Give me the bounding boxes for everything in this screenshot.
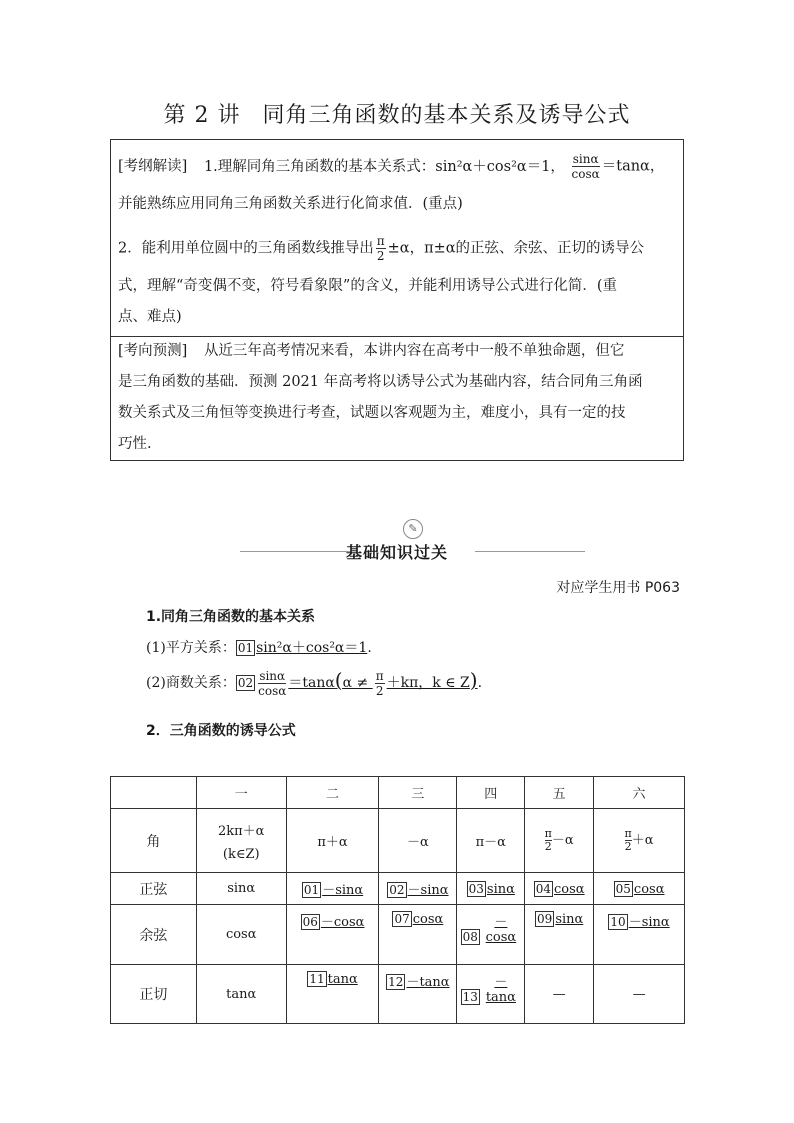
header-cell: 三 bbox=[379, 777, 457, 809]
cell-value: －sinα bbox=[628, 915, 670, 930]
kaoxiang-line-4: 巧性. bbox=[118, 436, 152, 452]
quotient-answer: $\frac{\sin\alpha}{\cos\alpha}$ ＝tanα(α ≠ $\frac{\pi}{2}$ ＋kπ，k ∈ Z) bbox=[258, 668, 478, 698]
kaoxiang-tag: [考向预测] bbox=[118, 343, 188, 359]
table-cell bbox=[286, 873, 379, 905]
lecture-number: 第 2 讲 bbox=[163, 103, 241, 128]
header-cell bbox=[111, 777, 197, 809]
induction-heading: 2．三角函数的诱导公式 bbox=[146, 723, 296, 739]
angle-tail: －α bbox=[551, 833, 574, 848]
table-cell bbox=[196, 965, 286, 1024]
blank-number-box: 01 bbox=[237, 641, 254, 655]
cell-value: －tanα bbox=[406, 975, 450, 990]
pi-numerator: π bbox=[375, 668, 384, 683]
table-cell bbox=[525, 873, 594, 905]
table-cell bbox=[594, 965, 685, 1024]
fraction-denominator: cosα bbox=[571, 167, 600, 181]
cell-value: sinα bbox=[486, 881, 515, 897]
angle-cell: －α bbox=[379, 809, 457, 873]
page-title bbox=[0, 98, 794, 129]
kaogang-line-5: 点、难点) bbox=[118, 309, 182, 325]
dash-value: — bbox=[552, 986, 566, 1002]
header-cell: 六 bbox=[594, 777, 685, 809]
sine-row bbox=[111, 873, 685, 905]
induction-table bbox=[110, 776, 685, 1024]
row-label: 正弦 bbox=[111, 873, 197, 905]
kaogang-line-2: 并能熟练应用同角三角函数关系进行化简求值．(重点) bbox=[118, 196, 463, 212]
kaogang-line-3 bbox=[118, 234, 644, 263]
two-denominator: 2 bbox=[376, 249, 385, 263]
blank-number-box: 11 bbox=[309, 972, 325, 986]
table-cell bbox=[379, 905, 457, 965]
cell-value: sinα bbox=[555, 912, 584, 927]
table-cell bbox=[457, 905, 525, 965]
angle-cell bbox=[525, 809, 594, 873]
section-title: 基础知识过关 bbox=[345, 543, 448, 562]
table-cell bbox=[286, 905, 379, 965]
kaoxiang-text-1: 从近三年高考情况来看，本讲内容在高考中一般不单独命题，但它 bbox=[203, 343, 625, 359]
blank-number-box: 13 bbox=[462, 990, 478, 1004]
kaoxiang-line-2: 是三角函数的基础．预测 2021 年高考将以诱导公式为基础内容，结合同角三角函 bbox=[118, 374, 643, 390]
two-denominator: 2 bbox=[624, 840, 632, 853]
quotient-eq: ＝tanα bbox=[288, 675, 335, 691]
table-header-row bbox=[111, 777, 685, 809]
condition-b: ＋kπ，k ∈ Z bbox=[386, 675, 470, 691]
angle-cell bbox=[196, 809, 286, 873]
blank-number-box: 05 bbox=[615, 881, 631, 896]
blank-number-box: 04 bbox=[535, 881, 552, 896]
kaogang-line-1 bbox=[118, 152, 664, 181]
fraction-denominator: cosα bbox=[258, 683, 287, 698]
cell-value: cosα bbox=[554, 881, 585, 897]
table-cell bbox=[286, 965, 379, 1024]
blank-number-box: 03 bbox=[468, 881, 484, 896]
outline-divider bbox=[110, 336, 684, 337]
square-relation-label: (1)平方关系： bbox=[146, 640, 236, 656]
kaoxiang-line-3: 数关系式及三角恒等变换进行考查，试题以客观题为主，难度小，具有一定的技 bbox=[118, 405, 626, 421]
kaogang-text-2a: 2．能利用单位圆中的三角函数线推导出 bbox=[118, 240, 374, 257]
blank-number-box: 02 bbox=[389, 883, 405, 897]
kaogang-tag: [考纲解读] bbox=[118, 158, 188, 175]
table-cell bbox=[457, 965, 525, 1024]
cell-value: cosα bbox=[412, 912, 444, 927]
cell-value: －tanα bbox=[485, 975, 516, 1005]
angle-2kpi: 2kπ＋α bbox=[217, 823, 265, 839]
fraction-numerator: sinα bbox=[572, 152, 599, 166]
blank-number-box: 06 bbox=[302, 915, 318, 929]
section-leaf-icon: ✎ bbox=[403, 519, 423, 539]
square-relation-formula: sin²α＋cos²α＝1 bbox=[256, 640, 368, 656]
angle-cell: π＋α bbox=[286, 809, 379, 873]
blank-number-box: 02 bbox=[237, 676, 254, 690]
period: . bbox=[367, 640, 372, 656]
fraction-numerator: sinα bbox=[259, 668, 286, 683]
header-cell: 五 bbox=[525, 777, 594, 809]
sin-over-cos-fraction bbox=[572, 152, 600, 181]
blank-number-box: 10 bbox=[610, 915, 626, 929]
table-cell bbox=[594, 905, 685, 965]
two-denominator: 2 bbox=[544, 840, 552, 853]
cell-value: －sinα bbox=[407, 883, 449, 898]
blank-number-box: 08 bbox=[462, 930, 478, 944]
kaogang-text-1b: ＝tanα， bbox=[601, 158, 665, 175]
pi-over-2-fraction bbox=[545, 828, 552, 853]
table-cell bbox=[196, 905, 286, 965]
tangent-row bbox=[111, 965, 685, 1024]
period: . bbox=[477, 675, 483, 691]
angle-tail: ＋α bbox=[631, 833, 654, 848]
row-label: 正切 bbox=[111, 965, 197, 1024]
table-cell bbox=[379, 873, 457, 905]
condition-a: α ≠ bbox=[342, 675, 373, 691]
row-label: 余弦 bbox=[111, 905, 197, 965]
two-denominator: 2 bbox=[375, 683, 384, 698]
cell-value: tanα bbox=[226, 986, 257, 1002]
cosine-row bbox=[111, 905, 685, 965]
book-reference: 对应学生用书 P063 bbox=[556, 580, 680, 596]
pi-numerator: π bbox=[376, 234, 385, 248]
blank-number-box: 07 bbox=[394, 912, 410, 926]
lecture-topic: 同角三角函数的基本关系及诱导公式 bbox=[262, 103, 631, 128]
blank-number-box: 01 bbox=[303, 883, 320, 897]
header-cell: 二 bbox=[286, 777, 379, 809]
kaogang-text-1a: 1.理解同角三角函数的基本关系式：sin²α＋cos²α＝1， bbox=[203, 158, 565, 175]
kaoxiang-line-1 bbox=[118, 341, 624, 361]
cell-value: cosα bbox=[633, 881, 665, 897]
angle-cell bbox=[594, 809, 685, 873]
pi-over-2-fraction bbox=[625, 828, 632, 853]
table-cell bbox=[196, 873, 286, 905]
pi-over-2-fraction bbox=[376, 234, 386, 263]
square-relation bbox=[146, 637, 372, 657]
quotient-relation-label: (2)商数关系： bbox=[146, 675, 236, 691]
cell-value: －sinα bbox=[322, 883, 364, 898]
header-cell: 四 bbox=[457, 777, 525, 809]
table-cell bbox=[457, 873, 525, 905]
basic-heading: 1.同角三角函数的基本关系 bbox=[146, 609, 316, 625]
header-cell: 一 bbox=[196, 777, 286, 809]
angle-cell: π－α bbox=[457, 809, 525, 873]
kaogang-line-4: 式，理解“奇变偶不变，符号看象限”的含义，并能利用诱导公式进行化简．(重 bbox=[118, 278, 617, 294]
table-cell bbox=[525, 965, 594, 1024]
kaogang-text-2b: ±α，π±α的正弦、余弦、正切的诱导公 bbox=[387, 240, 645, 257]
angle-row bbox=[111, 809, 685, 873]
angle-k-in-z: (k∈Z) bbox=[222, 846, 260, 862]
table-cell bbox=[594, 873, 685, 905]
cell-value: sinα bbox=[227, 881, 256, 896]
pi-numerator: π bbox=[624, 827, 632, 840]
quotient-relation bbox=[146, 668, 482, 698]
cell-value: cosα bbox=[225, 927, 257, 942]
row-label: 角 bbox=[111, 809, 197, 873]
pi-numerator: π bbox=[544, 827, 552, 840]
cell-value: －cosα bbox=[485, 915, 517, 945]
table-cell bbox=[379, 965, 457, 1024]
sin-over-cos-fraction bbox=[258, 669, 286, 698]
pi-over-2-fraction bbox=[375, 669, 385, 698]
blank-number-box: 09 bbox=[537, 912, 553, 926]
blank-number-box: 12 bbox=[388, 975, 404, 989]
cell-value: －cosα bbox=[320, 915, 365, 930]
dash-value: — bbox=[632, 986, 646, 1002]
cell-value: tanα bbox=[327, 972, 358, 987]
table-cell bbox=[525, 905, 594, 965]
